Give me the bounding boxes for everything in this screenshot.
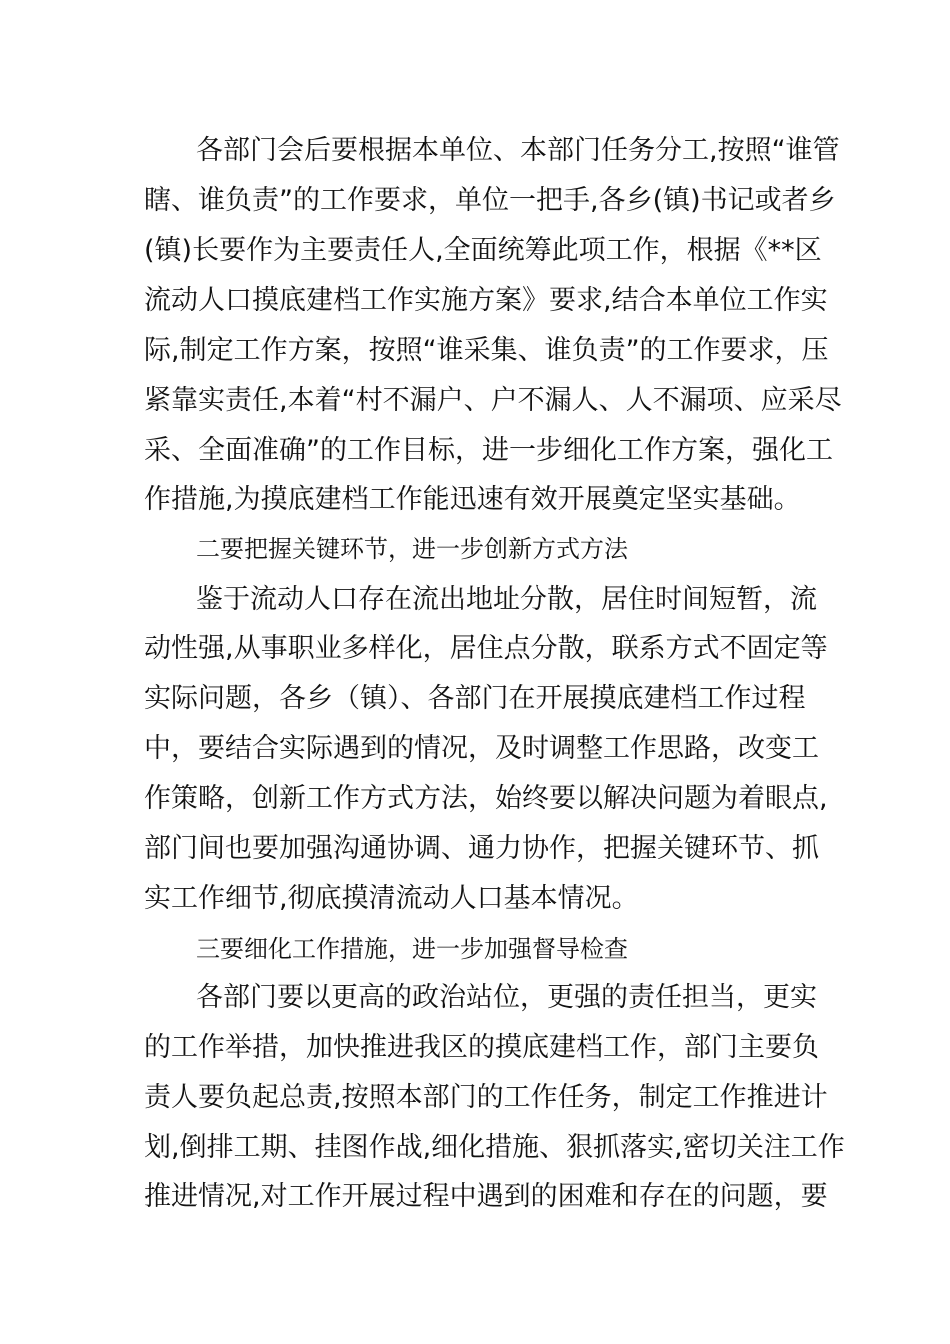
paragraph-line: 际,制定工作方案，按照“谁采集、谁负责”的工作要求，压 bbox=[144, 335, 829, 366]
paragraph-line: 流动人口摸底建档工作实施方案》要求,结合本单位工作实 bbox=[144, 285, 828, 316]
paragraph-line: 鉴于流动人口存在流出地址分散，居住时间短暂，流 bbox=[196, 584, 817, 615]
paragraph-line: 瞎、谁负责”的工作要求，单位一把手,各乡(镇)书记或者乡 bbox=[144, 185, 836, 216]
paragraph-line: 推进情况,对工作开展过程中遇到的困难和存在的问题，要 bbox=[144, 1181, 828, 1212]
paragraph-line: 作措施,为摸底建档工作能迅速有效开展奠定坚实基础。 bbox=[144, 484, 801, 515]
paragraph-line: 各部门要以更高的政治站位，更强的责任担当，更实 bbox=[196, 982, 817, 1013]
paragraph-line: 责人要负起总责,按照本部门的工作任务，制定工作推进计 bbox=[144, 1082, 828, 1113]
paragraph-line: 划,倒排工期、挂图作战,细化措施、狠抓落实,密切关注工作 bbox=[144, 1132, 845, 1163]
paragraph-line: 作策略，创新工作方式方法，始终要以解决问题为着眼点, bbox=[144, 783, 828, 814]
paragraph-line: 动性强,从事职业多样化，居住点分散，联系方式不固定等 bbox=[144, 633, 828, 664]
paragraph-line: 采、全面准确”的工作目标，进一步细化工作方案，强化工 bbox=[144, 435, 833, 466]
paragraph-line: 部门间也要加强沟通协调、通力协作，把握关键环节、抓 bbox=[144, 833, 819, 864]
section-heading-3: 三要细化工作措施，进一步加强督导检查 bbox=[196, 935, 628, 963]
paragraph-line: 的工作举措，加快推进我区的摸底建档工作，部门主要负 bbox=[144, 1032, 819, 1063]
paragraph-line: 紧靠实责任,本着“村不漏户、户不漏人、人不漏项、应采尽 bbox=[144, 385, 842, 416]
paragraph-line: 实际问题，各乡（镇）、各部门在开展摸底建档工作过程 bbox=[144, 683, 806, 714]
paragraph-line: 各部门会后要根据本单位、本部门任务分工,按照“谁管 bbox=[196, 135, 840, 166]
paragraph-line: 中，要结合实际遇到的情况，及时调整工作思路，改变工 bbox=[144, 733, 819, 764]
paragraph-line: (镇)长要作为主要责任人,全面统筹此项工作，根据《**区 bbox=[144, 235, 822, 266]
section-heading-2: 二要把握关键环节，进一步创新方式方法 bbox=[196, 535, 628, 563]
paragraph-line: 实工作细节,彻底摸清流动人口基本情况。 bbox=[144, 883, 639, 914]
